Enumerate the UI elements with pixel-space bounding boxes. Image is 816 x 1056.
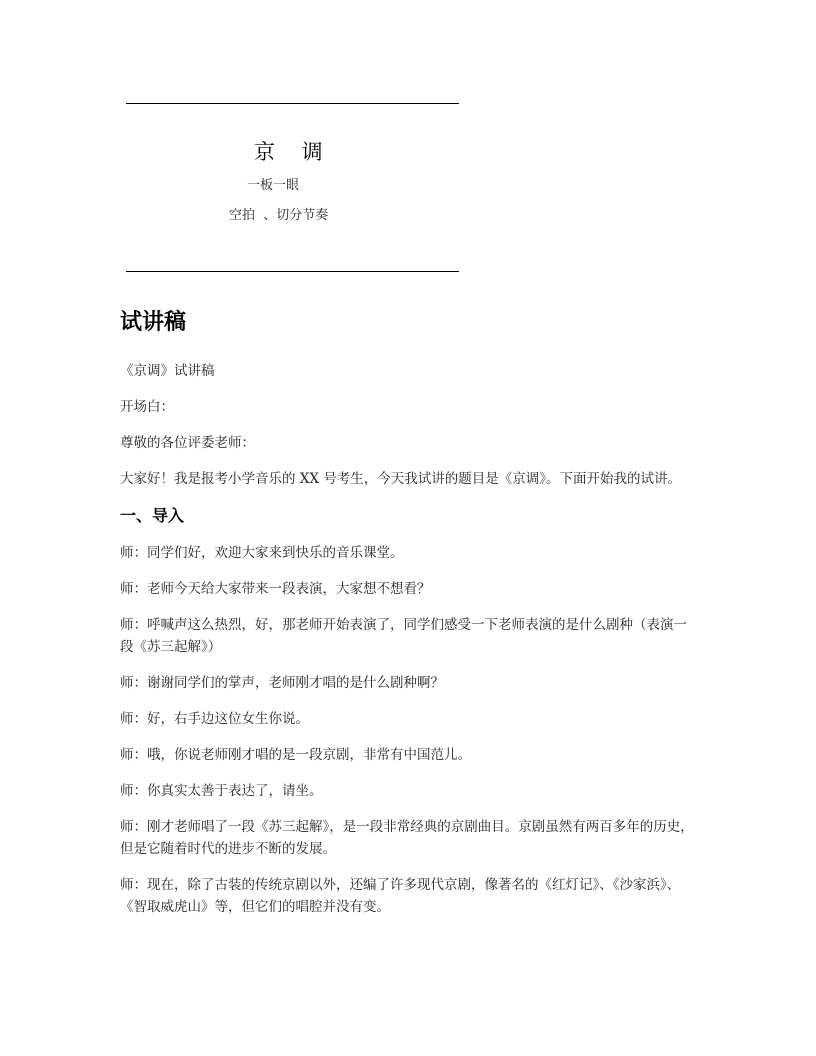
dialogue-paragraph: 师：哦，你说老师刚才唱的是一段京剧，非常有中国范儿。 [120,747,471,763]
cover-subtitle-rhythm: 空拍 、切分节奏 [229,208,329,223]
dialogue-paragraph: 师：现在，除了古装的传统京剧以外，还编了许多现代京剧，像著名的《红灯记》、《沙家浜》、《智取威虎山》等，但它们的唱腔并没有变。 [120,877,681,915]
cover-title: 京 调 [254,140,333,164]
intro-paragraph: 大家好！我是报考小学音乐的 XX 号考生，今天我试讲的题目是《京调》。下面开始我的试讲。 [120,471,682,487]
document-heading: 试讲稿 [120,310,187,335]
dialogue-paragraph: 师：呼喊声这么热烈，好，那老师开始表演了，同学们感受一下老师表演的是什么剧种（表演一段《苏三起解》） [120,617,687,655]
intro-paragraph: 《京调》试讲稿 [120,363,215,379]
top-rule [126,103,459,104]
dialogue-paragraph: 师：好，右手边这位女生你说。 [120,711,309,727]
document-body [120,306,700,932]
dialogue-paragraph: 师：刚才老师唱了一段《苏三起解》，是一段非常经典的京剧曲目。京剧虽然有两百多年的历史，但是它随着时代的进步不断的发展。 [120,819,694,857]
section-heading: 一、导入 [120,506,185,525]
dialogue-paragraph: 师：你真实太善于表达了，请坐。 [120,783,323,799]
dialogue-paragraph: 师：谢谢同学们的掌声，老师刚才唱的是什么剧种啊？ [120,675,444,691]
intro-paragraph: 开场白： [120,399,174,415]
bottom-rule [126,271,459,272]
cover-subtitle-beat: 一板一眼 [247,178,300,193]
dialogue-paragraph: 师：老师今天给大家带来一段表演，大家想不想看？ [120,581,431,597]
dialogue-paragraph: 师：同学们好，欢迎大家来到快乐的音乐课堂。 [120,545,404,561]
intro-paragraph: 尊敬的各位评委老师： [120,435,255,451]
